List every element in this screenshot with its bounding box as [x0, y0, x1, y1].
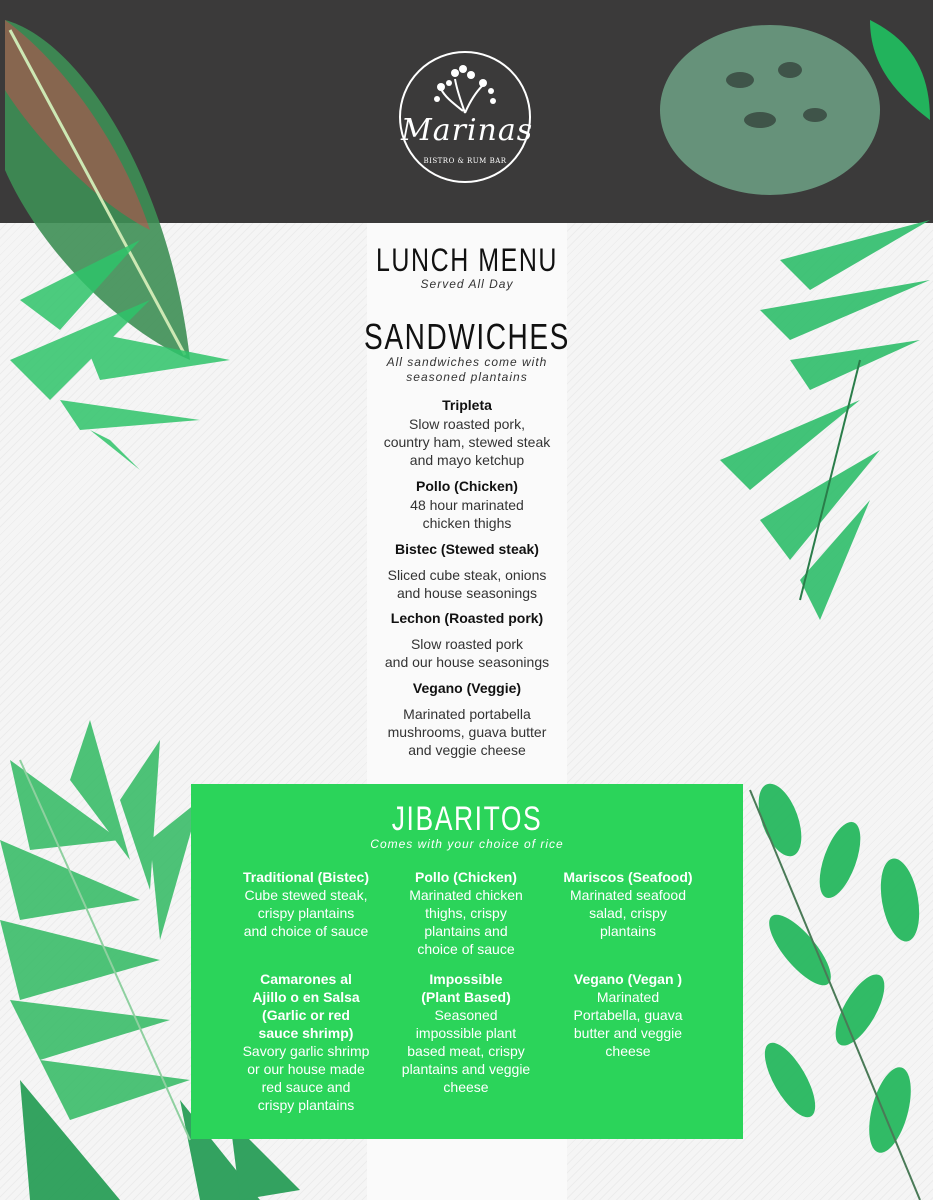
sandwich-name: Lechon (Roasted pork) [390, 610, 544, 626]
menu-title: LUNCH MENU [375, 242, 559, 278]
jibarito-desc: butter and veggie [573, 1025, 683, 1041]
jibarito-name: sauce shrimp) [258, 1025, 354, 1041]
jibarito-desc: and choice of sauce [243, 923, 369, 939]
sandwich-desc: mushrooms, guava butter [387, 724, 547, 740]
menu-subtitle: Served All Day [420, 277, 514, 291]
sandwich-desc: and mayo ketchup [409, 452, 525, 468]
brand-tagline: BISTRO & RUM BAR [423, 157, 507, 165]
jibarito-desc: Marinated chicken [409, 887, 523, 903]
sandwich-desc: and house seasonings [396, 585, 538, 601]
monstera-leaf-top-right-illustration [630, 0, 933, 630]
jibarito-desc: crispy plantains [257, 905, 355, 921]
jibaritos-panel [191, 784, 743, 1139]
jibaritos-title: JIBARITOS [391, 800, 543, 838]
jibarito-desc: plantains and [424, 923, 508, 939]
sandwich-desc: Slow roasted pork [410, 636, 524, 652]
jibarito-name: Mariscos (Seafood) [563, 869, 693, 885]
jibarito-desc: Marinated [596, 989, 660, 1005]
jibarito-desc: salad, crispy [589, 905, 667, 921]
sandwiches-subtitle-2: seasoned plantains [406, 370, 528, 384]
jibarito-item [231, 970, 381, 1114]
jibarito-name: (Plant Based) [421, 989, 511, 1005]
jibarito-item [391, 970, 541, 1096]
jibarito-name: (Garlic or red [262, 1007, 350, 1023]
sandwich-desc: Marinated portabella [403, 706, 531, 722]
sandwich-name: Pollo (Chicken) [416, 478, 518, 494]
jibaritos-subtitle: Comes with your choice of rice [370, 837, 564, 851]
jibarito-desc: based meat, crispy [407, 1043, 525, 1059]
sandwich-desc: chicken thighs [422, 515, 512, 531]
jibarito-name: Vegano (Vegan ) [573, 971, 683, 987]
jibarito-item [391, 868, 541, 958]
brand-logo [399, 51, 534, 183]
jibarito-desc: impossible plant [415, 1025, 517, 1041]
sandwich-desc: 48 hour marinated [410, 497, 524, 513]
jibarito-name: Pollo (Chicken) [415, 869, 517, 885]
sandwich-desc: Slow roasted pork, [409, 416, 525, 432]
jibarito-name: Ajillo o en Salsa [252, 989, 360, 1005]
jibarito-name: Traditional (Bistec) [242, 869, 370, 885]
sandwiches-title: SANDWICHES [364, 316, 570, 357]
jibarito-desc: cheese [443, 1079, 489, 1095]
banana-leaf-top-left-illustration [0, 0, 240, 480]
jibarito-item [553, 868, 703, 940]
jibarito-desc: Savory garlic shrimp [242, 1043, 370, 1059]
leaf-branch-bottom-right-illustration [720, 780, 933, 1200]
sandwich-desc: country ham, stewed steak [383, 434, 551, 450]
jibarito-desc: Cube stewed steak, [244, 887, 368, 903]
jibarito-desc: choice of sauce [417, 941, 515, 957]
jibarito-desc: thighs, crispy [425, 905, 507, 921]
jibarito-desc: plantains and veggie [401, 1061, 531, 1077]
jibarito-desc: crispy plantains [257, 1097, 355, 1113]
jibarito-name: Impossible [429, 971, 503, 987]
sandwich-desc: and our house seasonings [384, 654, 550, 670]
jibarito-desc: or our house made [247, 1061, 365, 1077]
brand-name: Marinas [401, 113, 534, 148]
sandwich-name: Tripleta [442, 397, 492, 413]
jibarito-desc: Seasoned [434, 1007, 498, 1023]
jibarito-desc: Portabella, guava [573, 1007, 683, 1023]
jibarito-desc: red sauce and [261, 1079, 351, 1095]
sandwiches-subtitle-1: All sandwiches come with [386, 355, 548, 369]
jibarito-item [231, 868, 381, 940]
sandwich-name: Bistec (Stewed steak) [395, 541, 539, 557]
jibarito-item [553, 970, 703, 1060]
jibarito-name: Camarones al [260, 971, 352, 987]
sandwich-desc: and veggie cheese [408, 742, 526, 758]
sandwich-desc: Sliced cube steak, onions [387, 567, 547, 583]
jibarito-desc: Marinated seafood [570, 887, 686, 903]
jibarito-desc: cheese [605, 1043, 651, 1059]
jibarito-desc: plantains [599, 923, 657, 939]
sandwich-name: Vegano (Veggie) [412, 680, 522, 696]
